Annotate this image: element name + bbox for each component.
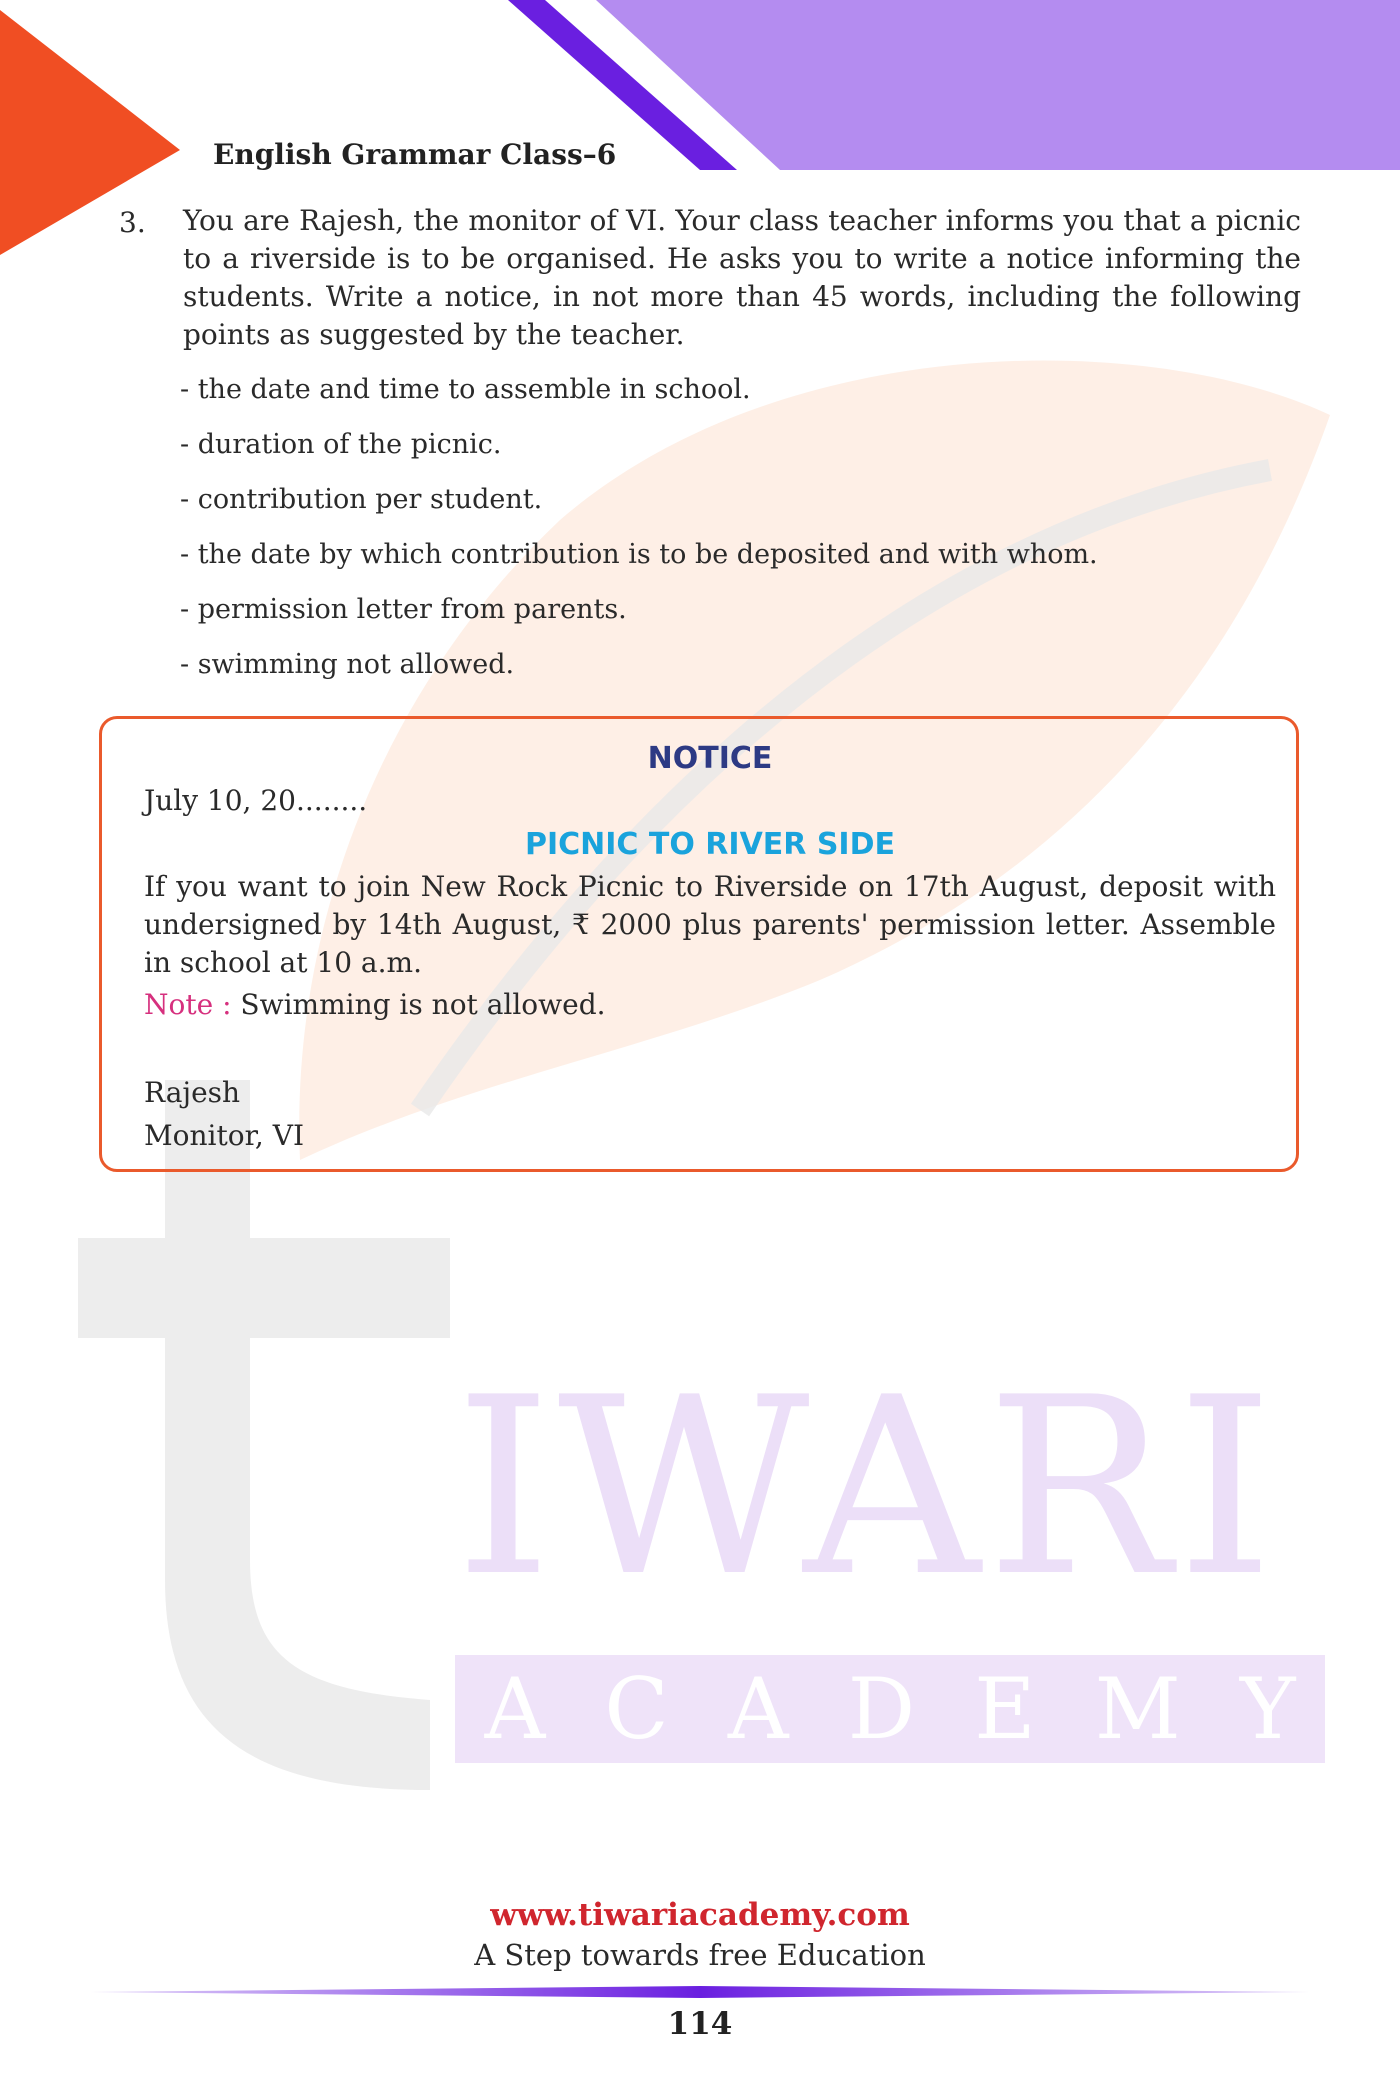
note-label: Note :: [144, 988, 232, 1021]
list-item: - the date by which contribution is to be deposited and with whom.: [180, 539, 1098, 570]
list-item: - permission letter from parents.: [180, 594, 627, 625]
watermark-letter: E: [974, 1660, 1036, 1758]
question-text: You are Rajesh, the monitor of VI. Your class teacher informs you that a picnic to a riverside is to be organised. He asks you to write a notice informing the students. Write a notice, in not more than 45 words, including the following points as suggested by the teacher.: [183, 204, 1301, 351]
footer-tagline: A Step towards free Education: [474, 1938, 926, 1972]
t-letter-stem: [165, 1080, 430, 1790]
list-item: - contribution per student.: [180, 484, 543, 515]
watermark-letter: C: [604, 1660, 669, 1758]
list-item: - the date and time to assemble in school.: [180, 374, 751, 405]
notice-body: If you want to join New Rock Picnic to Riverside on 17th August, deposit with undersigned by 14th August, ₹ 2000 plus parents' permission letter. Assemble in school at 10 a.m.: [144, 870, 1276, 979]
watermark-letter: M: [1094, 1660, 1181, 1758]
notice-note: [144, 988, 606, 1021]
watermark-letter: A: [484, 1660, 546, 1758]
notice-date: July 10, 20........: [144, 784, 368, 817]
t-letter-crossbar: [78, 1238, 450, 1338]
watermark-letter: A: [727, 1660, 789, 1758]
header-title: English Grammar Class–6: [213, 138, 617, 171]
header-band: [0, 0, 1400, 180]
list-item: - swimming not allowed.: [180, 649, 515, 680]
signature-role: Monitor, VI: [144, 1119, 305, 1152]
corner-triangle: [0, 0, 190, 260]
notice-heading: NOTICE: [647, 741, 773, 776]
footer-divider: [90, 1986, 1310, 1998]
note-text: Swimming is not allowed.: [231, 988, 606, 1021]
page-number: 114: [667, 2006, 733, 2042]
watermark-letter: Y: [1239, 1660, 1296, 1758]
list-item: - duration of the picnic.: [180, 429, 502, 460]
footer-url[interactable]: www.tiwariacademy.com: [490, 1897, 910, 1933]
header-purple-band: [596, 0, 1400, 170]
watermark-academy: [455, 1655, 1325, 1763]
watermark-iwari: IWARI: [455, 1345, 1280, 1630]
watermark-letter: D: [847, 1660, 916, 1758]
signature-name: Rajesh: [144, 1076, 241, 1109]
question-number: 3.: [119, 206, 146, 239]
notice-subheading: PICNIC TO RIVER SIDE: [525, 827, 895, 862]
